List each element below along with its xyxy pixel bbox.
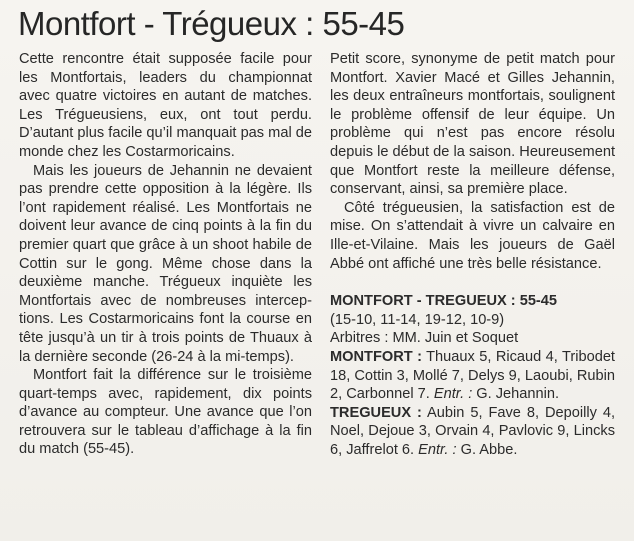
team2-players: Aubin 5, Fave 8, Depoilly 4, Noel, Dejoue 3, Orvain 4, Pavlovic 9, Lincks 6, Jaffrelot 6.: [330, 404, 616, 458]
team1-coach: G. Jehannin.: [472, 386, 560, 403]
article-paragraph: Côté trégueusien, la satisfaction est de mise. On s’attendait à vivre un calvaire en Ille-et-Vilaine. Mais les joueurs de Gaël Abbé ont affiché une très belle résistance.: [330, 199, 615, 272]
article-right-column: [330, 50, 615, 459]
article-paragraph: Mais les joueurs de Jehannin ne devaient pas prendre cette opposition à la légère. Ils l’ont rapidement réalisé. Les Montfortais ne doivent leur avance de cinq points à la fin du premier quart que grâce à un shoot habile de Cottin sur le gong. Même chose dans la deuxième manche. Trégueux inquiète les Montfortais avec de nombreuses interceptions. Les Costarmoricains font la course en tête jusqu’à un tir à trois points de Thuaux à la dernière seconde (26-24 à la mi-temps).: [19, 162, 312, 365]
article-paragraph: Petit score, synonyme de petit match pour Montfort. Xavier Macé et Gilles Jehannin, les deux entraîneurs montfortais, soulignent le problème offensif de leur équipe. Un problème qui n’est pas encore résolu depuis le début de la saison. Heureusement que Montfort reste la meilleure défense, conservant, ainsi, sa première place.: [330, 51, 615, 198]
team2-name: TREGUEUX :: [330, 404, 422, 421]
team2-coach: G. Abbe.: [456, 441, 518, 458]
team1-players: Thuaux 5, Ricaud 4, Tribodet 18, Cottin 3, Mollé 7, Delys 9, Laoubi, Rubin 2, Carbonnel 7.: [330, 348, 615, 403]
team1-name: MONTFORT :: [330, 348, 422, 365]
match-result-box: [330, 292, 615, 459]
team1-coach-label: Entr. :: [433, 386, 473, 403]
result-referees: Arbitres : MM. Juin et Soquet: [330, 330, 519, 347]
article-paragraph: Cette rencontre était supposée facile pour les Montfortais, leaders du championnat avec quatre victoires en autant de matches. Les Trégueusiens, eux, ont tout perdu. D’autant plus facile qu’il manquait pas mal de monde chez les Costarmoricains.: [19, 51, 312, 160]
article-paragraph: Montfort fait la différence sur le troisième quart-temps avec, rapidement, dix points d’avance au compteur. Une avance que l’on retrouvera sur le tableau d’affichage à la fin du match (55-45).: [19, 367, 312, 458]
result-team2-lineup: [330, 404, 615, 460]
article-left-column: [19, 50, 312, 459]
result-heading: MONTFORT - TREGUEUX : 55-45: [330, 293, 558, 310]
result-quarters: (15-10, 11-14, 19-12, 10-9): [330, 311, 505, 328]
result-team1-lineup: [330, 348, 615, 404]
team2-coach-label: Entr. :: [418, 441, 457, 458]
article-headline: Montfort - Trégueux : 55-45: [18, 5, 405, 42]
